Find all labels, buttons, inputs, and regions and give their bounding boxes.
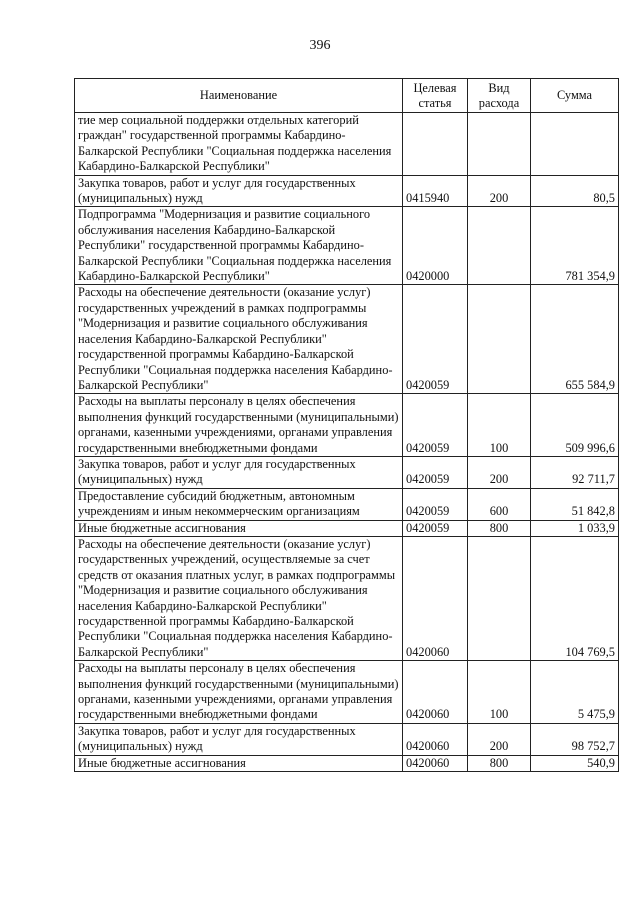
row-name: Расходы на обеспечение деятельности (оказание услуг) государственных учреждений в рамках подпрограммы "Модернизация и развитие социального обслуживания населения Кабардино-Балкарской Республики" государственной программы Кабардино-Балкарской Республики "Социальная поддержка населения Кабардино-Балкарской Республики" bbox=[75, 285, 403, 394]
row-name: Предоставление субсидий бюджетным, автономным учреждениям и иным некоммерческим организациям bbox=[75, 488, 403, 520]
row-type: 200 bbox=[468, 723, 531, 755]
table-row bbox=[75, 488, 619, 520]
row-type bbox=[468, 536, 531, 660]
table-row bbox=[75, 285, 619, 394]
row-sum: 80,5 bbox=[531, 175, 619, 207]
table-row bbox=[75, 207, 619, 285]
row-type: 100 bbox=[468, 394, 531, 457]
row-code: 0420060 bbox=[403, 536, 468, 660]
row-type: 200 bbox=[468, 456, 531, 488]
row-code bbox=[403, 113, 468, 176]
row-code: 0420059 bbox=[403, 285, 468, 394]
row-code: 0420060 bbox=[403, 723, 468, 755]
row-code: 0420060 bbox=[403, 755, 468, 771]
row-sum: 98 752,7 bbox=[531, 723, 619, 755]
table-row bbox=[75, 520, 619, 536]
row-name: Расходы на выплаты персоналу в целях обеспечения выполнения функций государственными (муниципальными) органами, казенными учреждениями, органами управления государственными внебюджетными фондами bbox=[75, 661, 403, 724]
table-row bbox=[75, 723, 619, 755]
row-type: 800 bbox=[468, 755, 531, 771]
row-type: 100 bbox=[468, 661, 531, 724]
row-name: Расходы на выплаты персоналу в целях обеспечения выполнения функций государственными (муниципальными) органами, казенными учреждениями, органами управления государственными внебюджетными фондами bbox=[75, 394, 403, 457]
header-code: Целевая статья bbox=[403, 79, 468, 113]
row-sum: 5 475,9 bbox=[531, 661, 619, 724]
row-sum: 92 711,7 bbox=[531, 456, 619, 488]
header-type: Вид расхода bbox=[468, 79, 531, 113]
row-name: Закупка товаров, работ и услуг для государственных (муниципальных) нужд bbox=[75, 175, 403, 207]
row-sum: 540,9 bbox=[531, 755, 619, 771]
row-sum: 104 769,5 bbox=[531, 536, 619, 660]
row-code: 0420059 bbox=[403, 520, 468, 536]
row-sum: 51 842,8 bbox=[531, 488, 619, 520]
table-row bbox=[75, 536, 619, 660]
row-type: 200 bbox=[468, 175, 531, 207]
row-name: Иные бюджетные ассигнования bbox=[75, 520, 403, 536]
row-code: 0420059 bbox=[403, 394, 468, 457]
row-name: Иные бюджетные ассигнования bbox=[75, 755, 403, 771]
row-name: тие мер социальной поддержки отдельных категорий граждан" государственной программы Кабардино-Балкарской Республики "Социальная поддержка населения Кабардино-Балкарской Республики" bbox=[75, 113, 403, 176]
row-type: 600 bbox=[468, 488, 531, 520]
row-sum: 781 354,9 bbox=[531, 207, 619, 285]
row-sum: 509 996,6 bbox=[531, 394, 619, 457]
budget-table bbox=[74, 78, 619, 772]
table-row bbox=[75, 113, 619, 176]
row-code: 0420059 bbox=[403, 456, 468, 488]
header-row bbox=[75, 79, 619, 113]
row-name: Расходы на обеспечение деятельности (оказание услуг) государственных учреждений, осуществляемые за счет средств от оказания платных услуг, в рамках подпрограммы "Модернизация и развитие социального обслуживания населения Кабардино-Балкарской Республики" государственной программы Кабардино-Балкарской Республики "Социальная поддержка населения Кабардино-Балкарской Республики" bbox=[75, 536, 403, 660]
table-row bbox=[75, 661, 619, 724]
row-name: Закупка товаров, работ и услуг для государственных (муниципальных) нужд bbox=[75, 456, 403, 488]
row-type bbox=[468, 285, 531, 394]
table-header bbox=[75, 79, 619, 113]
row-sum bbox=[531, 113, 619, 176]
row-type bbox=[468, 113, 531, 176]
table-row bbox=[75, 175, 619, 207]
row-code: 0420060 bbox=[403, 661, 468, 724]
table-row bbox=[75, 755, 619, 771]
row-type: 800 bbox=[468, 520, 531, 536]
row-code: 0415940 bbox=[403, 175, 468, 207]
row-name: Закупка товаров, работ и услуг для государственных (муниципальных) нужд bbox=[75, 723, 403, 755]
page-number: 396 bbox=[309, 38, 331, 53]
row-name: Подпрограмма "Модернизация и развитие социального обслуживания населения Кабардино-Балкарской Республики" государственной программы Кабардино-Балкарской Республики "Социальная поддержка населения Кабардино-Балкарской Республики" bbox=[75, 207, 403, 285]
header-name: Наименование bbox=[75, 79, 403, 113]
header-sum: Сумма bbox=[531, 79, 619, 113]
row-code: 0420059 bbox=[403, 488, 468, 520]
table-row bbox=[75, 456, 619, 488]
row-sum: 1 033,9 bbox=[531, 520, 619, 536]
row-code: 0420000 bbox=[403, 207, 468, 285]
table-row bbox=[75, 394, 619, 457]
row-sum: 655 584,9 bbox=[531, 285, 619, 394]
row-type bbox=[468, 207, 531, 285]
